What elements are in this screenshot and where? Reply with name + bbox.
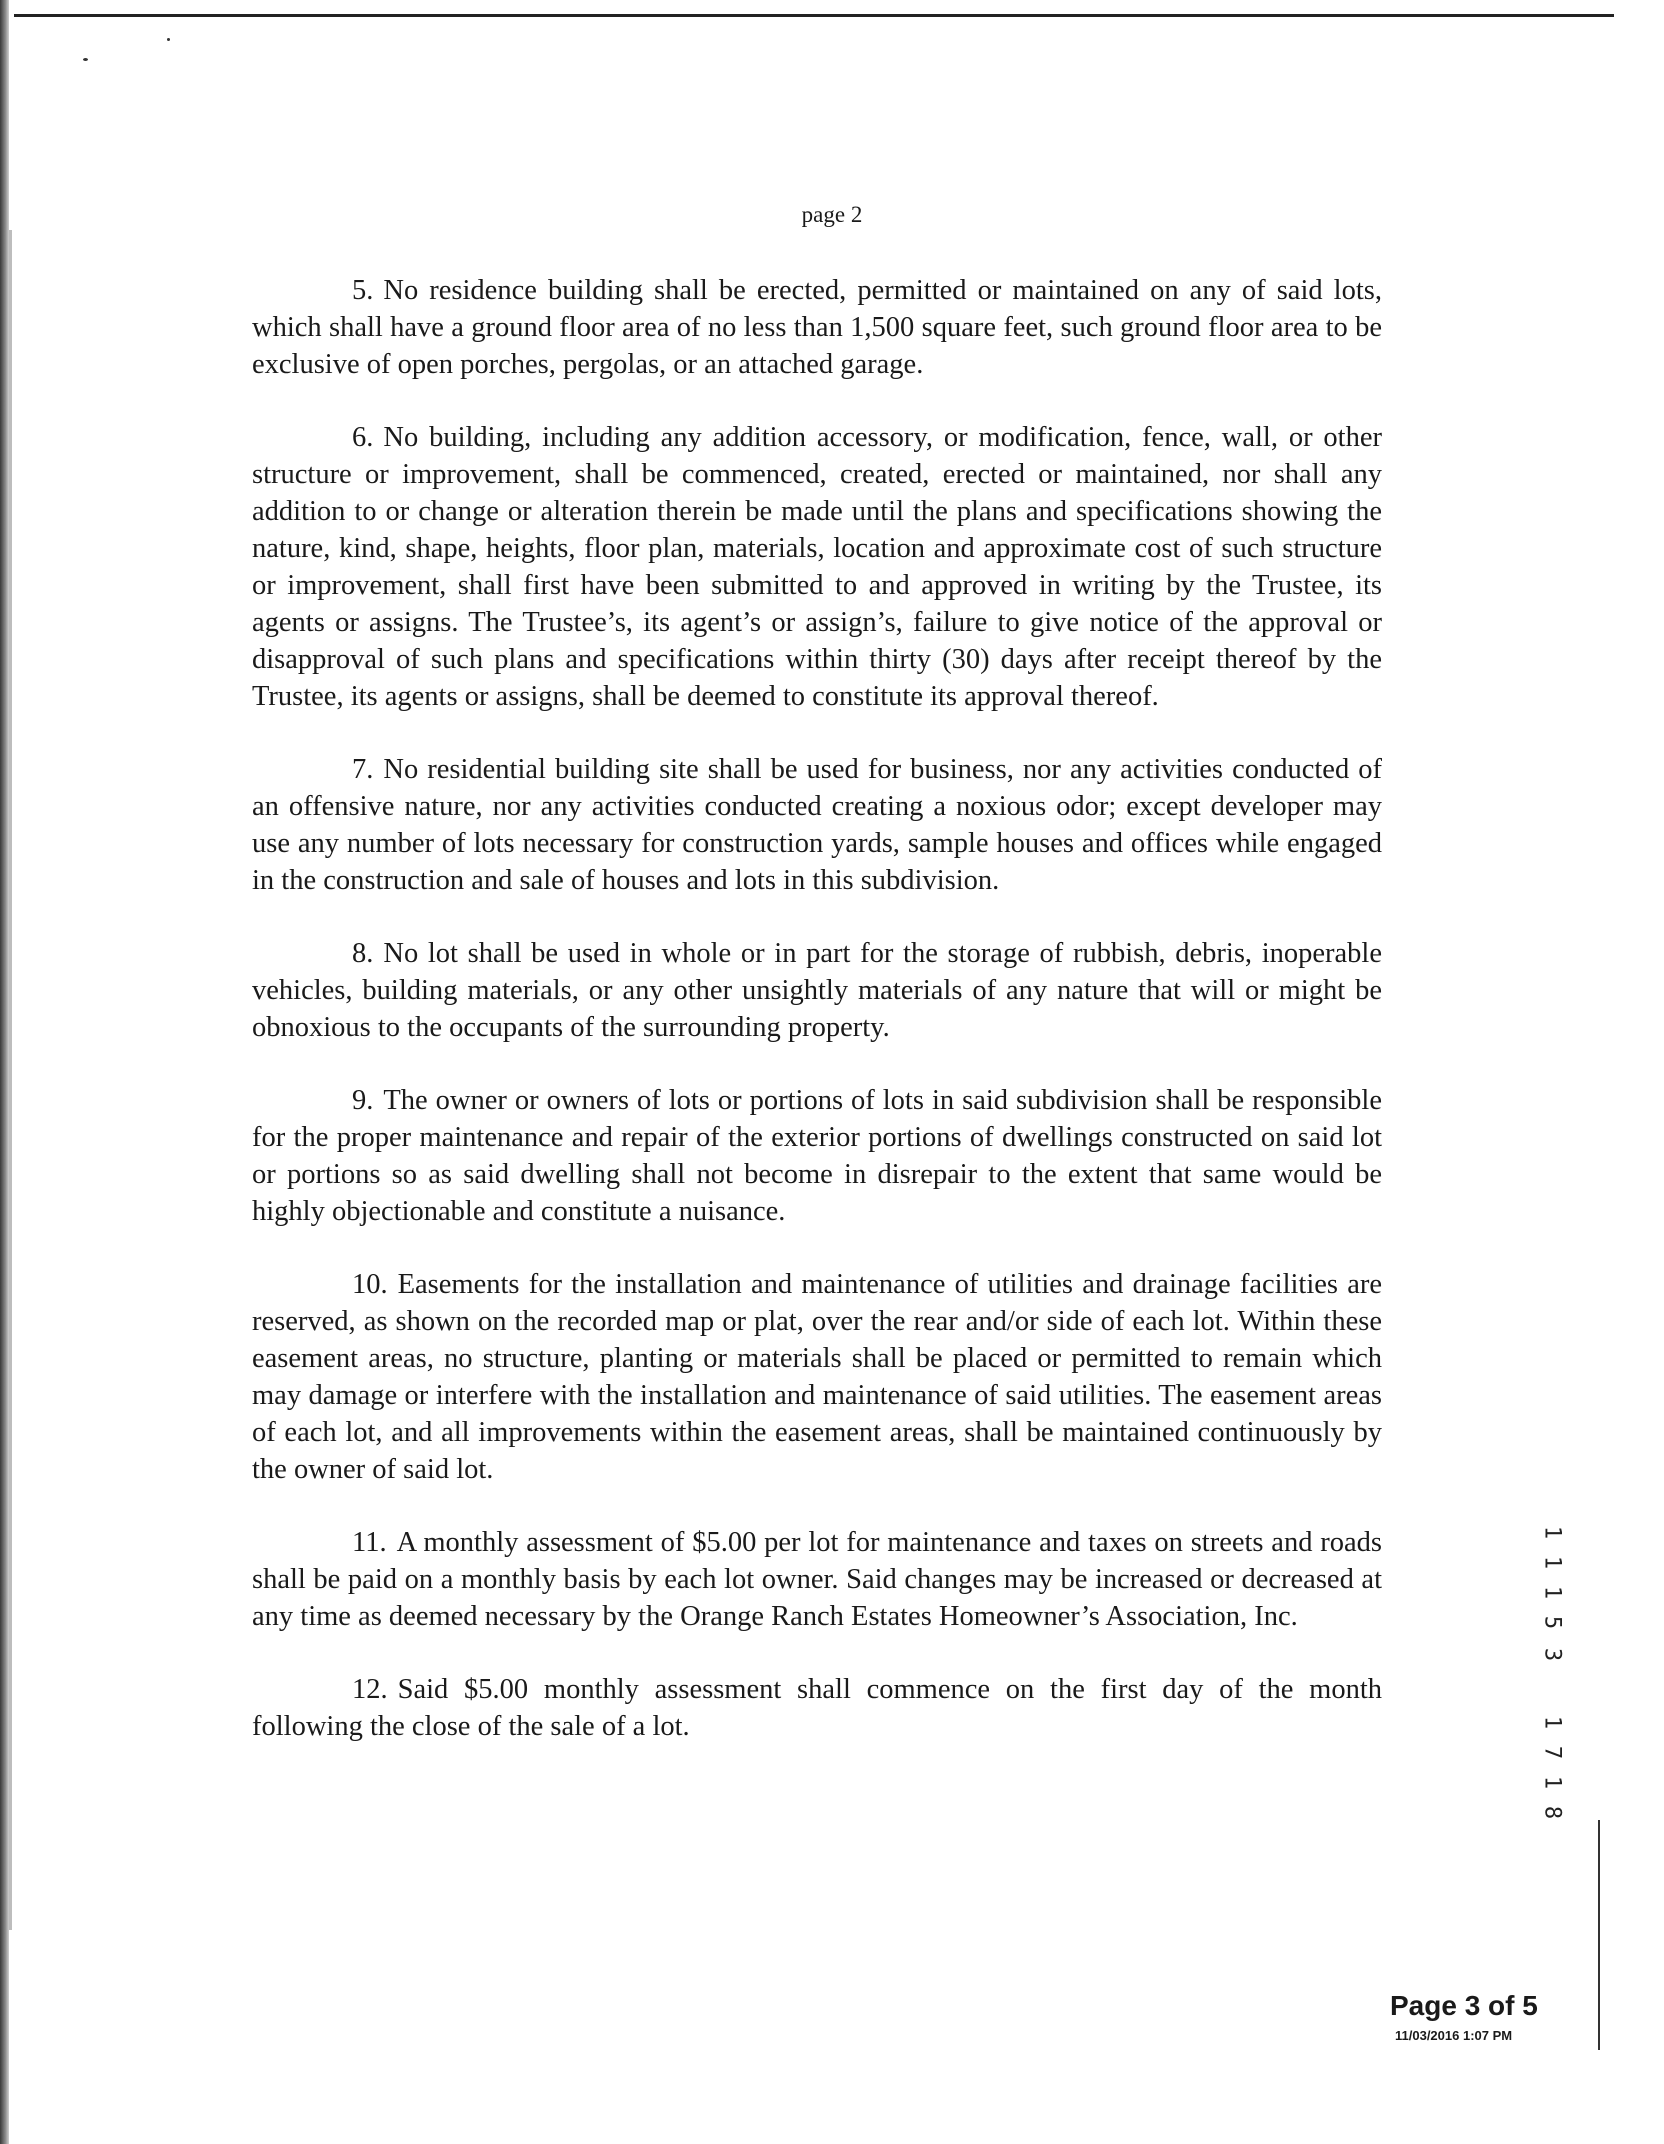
paragraph-text: Said $5.00 monthly assessment shall commence on the first day of the month following the close of the sale of a lot. — [252, 1674, 1382, 1742]
scan-right-edge — [1598, 1820, 1600, 2050]
paragraph-text: A monthly assessment of $5.00 per lot for maintenance and taxes on streets and roads shall be paid on a monthly basis by each lot owner. Said changes may be increased or decreased at any time as deemed necessary by the Orange Ranch Estates Homeowner’s Association, Inc. — [252, 1527, 1382, 1632]
scan-speck — [83, 58, 88, 61]
paragraph-11 — [252, 1524, 1382, 1635]
print-timestamp: 11/03/2016 1:07 PM — [1395, 2028, 1513, 2043]
paragraph-text: No lot shall be used in whole or in part for the storage of rubbish, debris, inoperable vehicles, building materials, or any other unsightly materials of any nature that will or might be obnoxious to the occupants of the surrounding property. — [252, 938, 1382, 1043]
scan-left-edge-shadow — [9, 230, 12, 1930]
stamp-char: 1 — [1539, 1555, 1565, 1570]
page-label: page 2 — [801, 202, 863, 227]
stamp-char: 5 — [1539, 1615, 1565, 1630]
paragraph-number: 9. — [352, 1085, 374, 1116]
page-count-label: Page 3 of 5 — [1390, 1990, 1538, 2021]
paragraph-12 — [252, 1671, 1382, 1745]
paragraph-number: 6. — [352, 422, 374, 453]
stamp-char: 1 — [1539, 1585, 1565, 1600]
paragraph-text: No building, including any addition accessory, or modification, fence, wall, or other structure or improvement, shall be commenced, created, erected or maintained, nor shall any addition to or change or alteration therein be made until the plans and specifications showing the nature, kind, shape, heights, floor plan, materials, location and approximate cost of such structure or improvement, shall first have been submitted to and approved in writing by the Trustee, its agents or assigns. The Trustee’s, its agent’s or assign’s, failure to give notice of the approval or disapproval of such plans and specifications within thirty (30) days after receipt thereof by the Trustee, its agents or assigns, shall be deemed to constitute its approval thereof. — [252, 422, 1382, 712]
paragraph-number: 5. — [352, 275, 374, 306]
scan-top-rule — [14, 14, 1614, 17]
scan-left-edge — [0, 0, 9, 2144]
stamp-char: 7 — [1539, 1745, 1565, 1760]
paragraph-7 — [252, 751, 1382, 899]
stamp-char: 8 — [1539, 1805, 1565, 1820]
stamp-char: 3 — [1539, 1647, 1565, 1662]
paragraph-text: Easements for the installation and maintenance of utilities and drainage facilities are reserved, as shown on the recorded map or plat, over the rear and/or side of each lot. Within these easement areas, no structure, planting or materials shall be placed or permitted to remain which may damage or interfere with the installation and maintenance of said utilities. The easement areas of each lot, and all improvements within the easement areas, shall be maintained continuously by the owner of said lot. — [252, 1269, 1382, 1485]
covenant-paragraphs — [252, 272, 1382, 1781]
paragraph-number: 11. — [352, 1527, 387, 1558]
paragraph-9 — [252, 1082, 1382, 1230]
paragraph-number: 10. — [352, 1269, 388, 1300]
paragraph-8 — [252, 935, 1382, 1046]
paragraph-5 — [252, 272, 1382, 383]
stamp-char: 1 — [1539, 1715, 1565, 1730]
stamp-char: 1 — [1539, 1525, 1565, 1540]
paragraph-text: No residence building shall be erected, permitted or maintained on any of said lots, which shall have a ground floor area of no less than 1,500 square feet, such ground floor area to be exclusive of open porches, pergolas, or an attached garage. — [252, 275, 1382, 380]
paragraph-10 — [252, 1266, 1382, 1488]
paragraph-6 — [252, 419, 1382, 715]
paragraph-number: 12. — [352, 1674, 388, 1705]
paragraph-text: The owner or owners of lots or portions of lots in said subdivision shall be responsible for the proper maintenance and repair of the exterior portions of dwellings constructed on said lot or portions so as said dwelling shall not become in disrepair to the extent that same would be highly objectionable and constitute a nuisance. — [252, 1085, 1382, 1227]
recording-side-stamp — [1538, 1520, 1566, 1830]
scan-speck — [167, 38, 170, 41]
paragraph-text: No residential building site shall be used for business, nor any activities conducted of an offensive nature, nor any activities conducted creating a noxious odor; except developer may use any number of lots necessary for construction yards, sample houses and offices while engaged in the construction and sale of houses and lots in this subdivision. — [252, 754, 1382, 896]
stamp-char: 1 — [1539, 1775, 1565, 1790]
paragraph-number: 7. — [352, 754, 374, 785]
paragraph-number: 8. — [352, 938, 374, 969]
